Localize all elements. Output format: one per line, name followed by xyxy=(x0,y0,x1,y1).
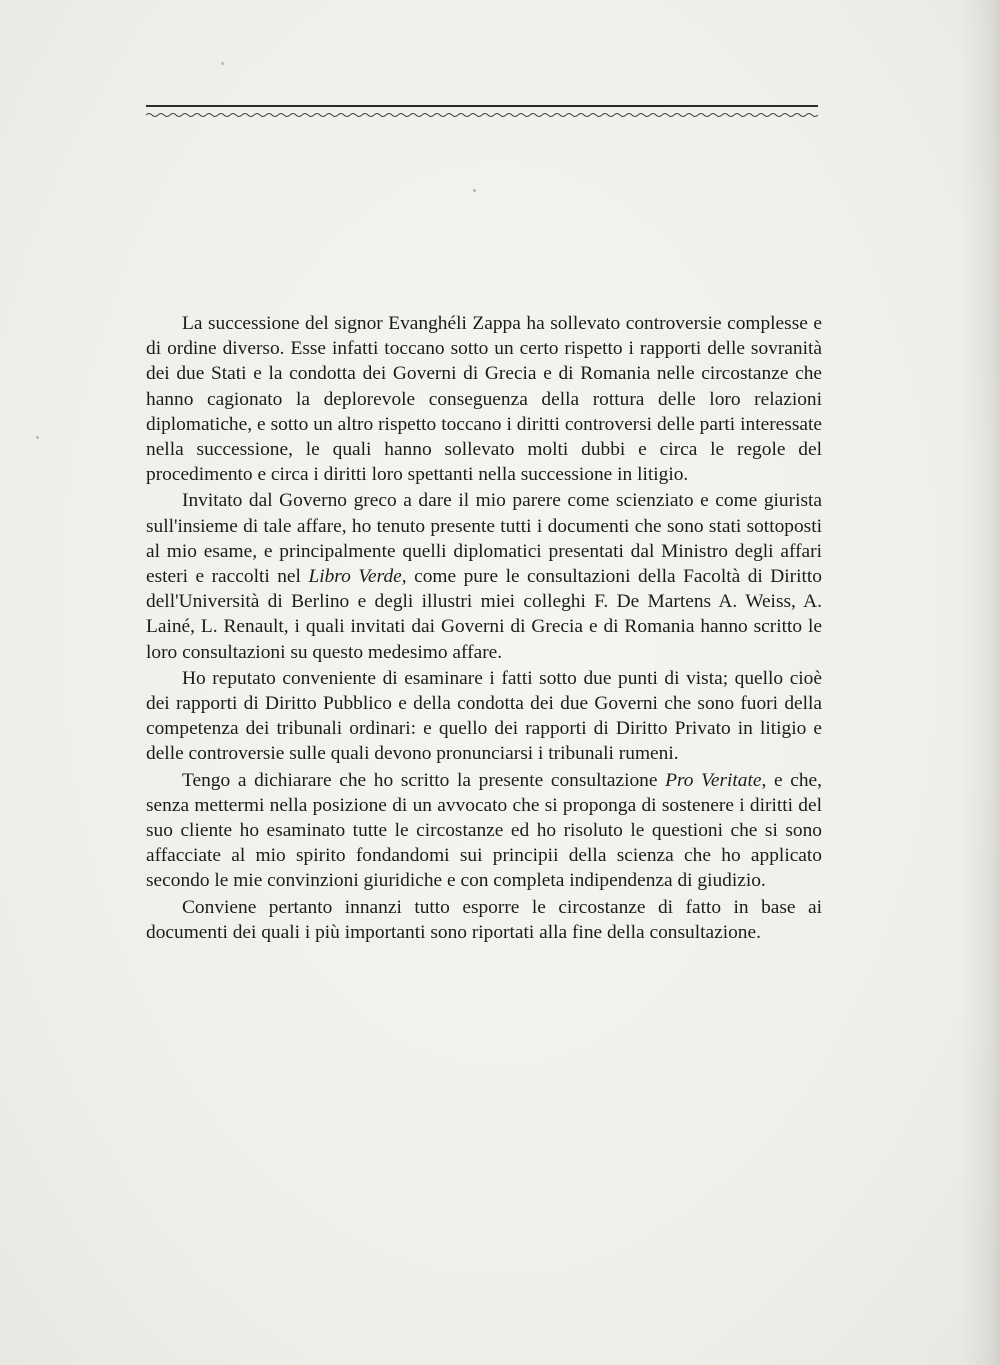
ornamental-rule-graphic xyxy=(146,100,818,122)
paragraph-4 xyxy=(146,768,822,894)
paragraph-1 xyxy=(146,311,822,487)
rule-wavy-line xyxy=(146,114,818,117)
paragraph-2 xyxy=(146,488,822,664)
italic-text-run: Libro Verde xyxy=(308,566,402,588)
text-run: Ho reputato conveniente di esaminare i fatti sotto due punti di vista; quello cioè dei rapporti di Diritto Pubblico e della condotta dei due Governi che sono fuori della competenza dei tribunali ordinari: e quello dei rapporti di Diritto Privato in litigio e delle controversie sulle quali devono pronunciarsi i tribunali rumeni. xyxy=(146,667,822,765)
paper-speck xyxy=(221,62,224,65)
page-edge-shadow xyxy=(960,0,1000,1365)
paper-speck xyxy=(473,189,476,192)
paragraph-5 xyxy=(146,895,822,945)
document-body xyxy=(146,311,822,945)
header-ornamental-rule xyxy=(146,100,818,122)
text-run: Tengo a dichiarare che ho scritto la presente consultazione xyxy=(182,769,666,791)
paper-speck xyxy=(36,436,39,439)
italic-text-run: Pro Veritate xyxy=(665,769,762,791)
text-run: , e che, senza mettermi nella posizione di un avvocato che si proponga di sostenere i diritti del suo cliente ho esaminato tutte le circostanze ed ho risoluto le questioni che si sono affacciate al mio spirito fondandomi sui principii della scienza che ho applicato secondo le mie convinzioni giuridiche e con completa indipendenza di giudizio. xyxy=(146,769,822,892)
text-run: Invitato dal Governo greco a dare il mio parere come scienziato e come giurista sull'insieme di tale affare, ho tenuto presente tutti i documenti che sono stati sottoposti al mio esame, e principalmente quelli diplomatici presentati dal Ministro degli affari esteri e raccolti nel xyxy=(146,490,822,588)
text-run: Conviene pertanto innanzi tutto esporre le circostanze di fatto in base ai documenti dei quali i più importanti sono riportati alla fine della consultazione. xyxy=(146,896,822,943)
text-run: La successione del signor Evanghéli Zappa ha sollevato controversie complesse e di ordine diverso. Esse infatti toccano sotto un certo rispetto i rapporti delle sovranità dei due Stati e la condotta dei Governi di Grecia e di Romania nelle circostanze che hanno cagionato la deplorevole conseguenza della rottura delle loro relazioni diplomatiche, e sotto un altro rispetto toccano i diritti controversi delle parti interessate nella successione, le quali hanno sollevato molti dubbi e circa le regole del procedimento e circa i diritti loro spettanti nella successione in litigio. xyxy=(146,313,822,486)
text-run: , come pure le consultazioni della Facoltà di Diritto dell'Università di Berlino e degli illustri miei colleghi F. De Martens A. Weiss, A. Lainé, L. Renault, i quali invitati dai Governi di Grecia e di Romania hanno scritto le loro consultazioni su questo medesimo affare. xyxy=(146,566,823,663)
paragraph-3 xyxy=(146,666,822,767)
